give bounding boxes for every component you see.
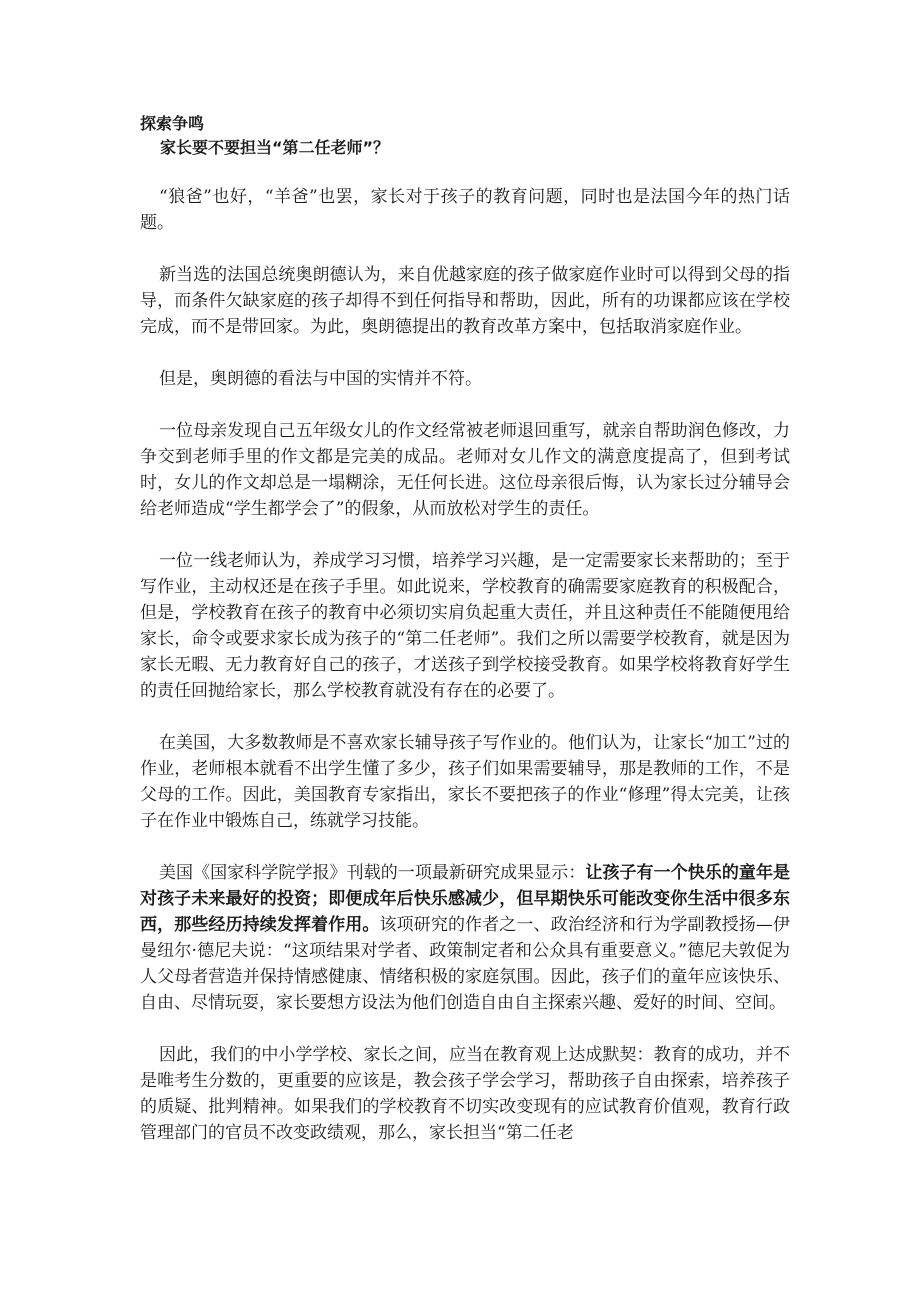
- paragraph-7: [140, 860, 790, 1016]
- article-title: 家长要不要担当“第二任老师”？: [160, 138, 390, 157]
- paragraph-7-tail: 该项研究的作者之一、政治经济和行为学副教授扬—伊曼纽尔·德尼夫说：“这项结果对学者、政策制定者和公众具有重要意义。”德尼夫敦促为人父母者营造并保持情感健康、情绪积极的家庭氛围。因此，孩子们的童年应该快乐、自由、尽情玩耍，家长要想方设法为他们创造自由自主探索兴趣、爱好的时间、空间。: [140, 915, 791, 1013]
- section-title: 探索争鸣: [140, 114, 205, 133]
- paragraph-4: 一位母亲发现自己五年级女儿的作文经常被老师退回重写，就亲自帮助润色修改，力争交到老师手里的作文都是完美的成品。老师对女儿作文的满意度提高了，但到考试时，女儿的作文却总是一塌糊涂，无任何长进。这位母亲很后悔，认为家长过分辅导会给老师造成“学生都学会了”的假象，从而放松对学生的责任。: [140, 421, 790, 519]
- paragraph-3: 但是，奥朗德的看法与中国的实情并不符。: [159, 369, 482, 389]
- paragraph-5: 一位一线老师认为，养成学习习惯，培养学习兴趣，是一定需要家长来帮助的；至于写作业，主动权还是在孩子手里。如此说来，学校教育的确需要家庭教育的积极配合，但是，学校教育在孩子的教育中必须切实肩负起重大责任，并且这种责任不能随便甩给家长，命令或要求家长成为孩子的“第二任老师”。我们之所以需要学校教育，就是因为家长无暇、无力教育好自己的孩子，才送孩子到学校接受教育。如果学校将教育好学生的责任回抛给家长，那么学校教育就没有存在的必要了。: [140, 551, 790, 701]
- paragraph-2: 新当选的法国总统奥朗德认为，来自优越家庭的孩子做家庭作业时可以得到父母的指导，而条件欠缺家庭的孩子却得不到任何指导和帮助，因此，所有的功课都应该在学校完成，而不是带回家。为此，奥朗德提出的教育改革方案中，包括取消家庭作业。: [140, 265, 790, 337]
- paragraph-1: “狼爸”也好，“羊爸”也罢，家长对于孩子的教育问题，同时也是法国今年的热门话题。: [140, 187, 790, 233]
- paragraph-6: 在美国，大多数教师是不喜欢家长辅导孩子写作业的。他们认为，让家长“加工”过的作业，老师根本就看不出学生懂了多少，孩子们如果需要辅导，那是教师的工作，不是父母的工作。因此，美国教育专家指出，家长不要把孩子的作业“修理”得太完美，让孩子在作业中锻炼自己，练就学习技能。: [140, 733, 790, 831]
- paragraph-8: 因此，我们的中小学学校、家长之间，应当在教育观上达成默契：教育的成功，并不是唯考生分数的，更重要的应该是，教会孩子学会学习，帮助孩子自由探索，培养孩子的质疑、批判精神。如果我们的学校教育不切实改变现有的应试教育价值观，教育行政管理部门的官员不改变政绩观，那么，家长担当“第二任老: [140, 1045, 790, 1143]
- paragraph-7-lead: 美国《国家科学院学报》刊载的一项最新研究成果显示：: [159, 863, 586, 883]
- paragraph-7-emphasis: 让孩子有一个快乐的童年是对孩子未来最好的投资；即便成年后快乐感减少，但早期快乐可能改变你生活中很多东西，那些经历持续发挥着作用。: [140, 863, 791, 935]
- document-body: [140, 112, 790, 1146]
